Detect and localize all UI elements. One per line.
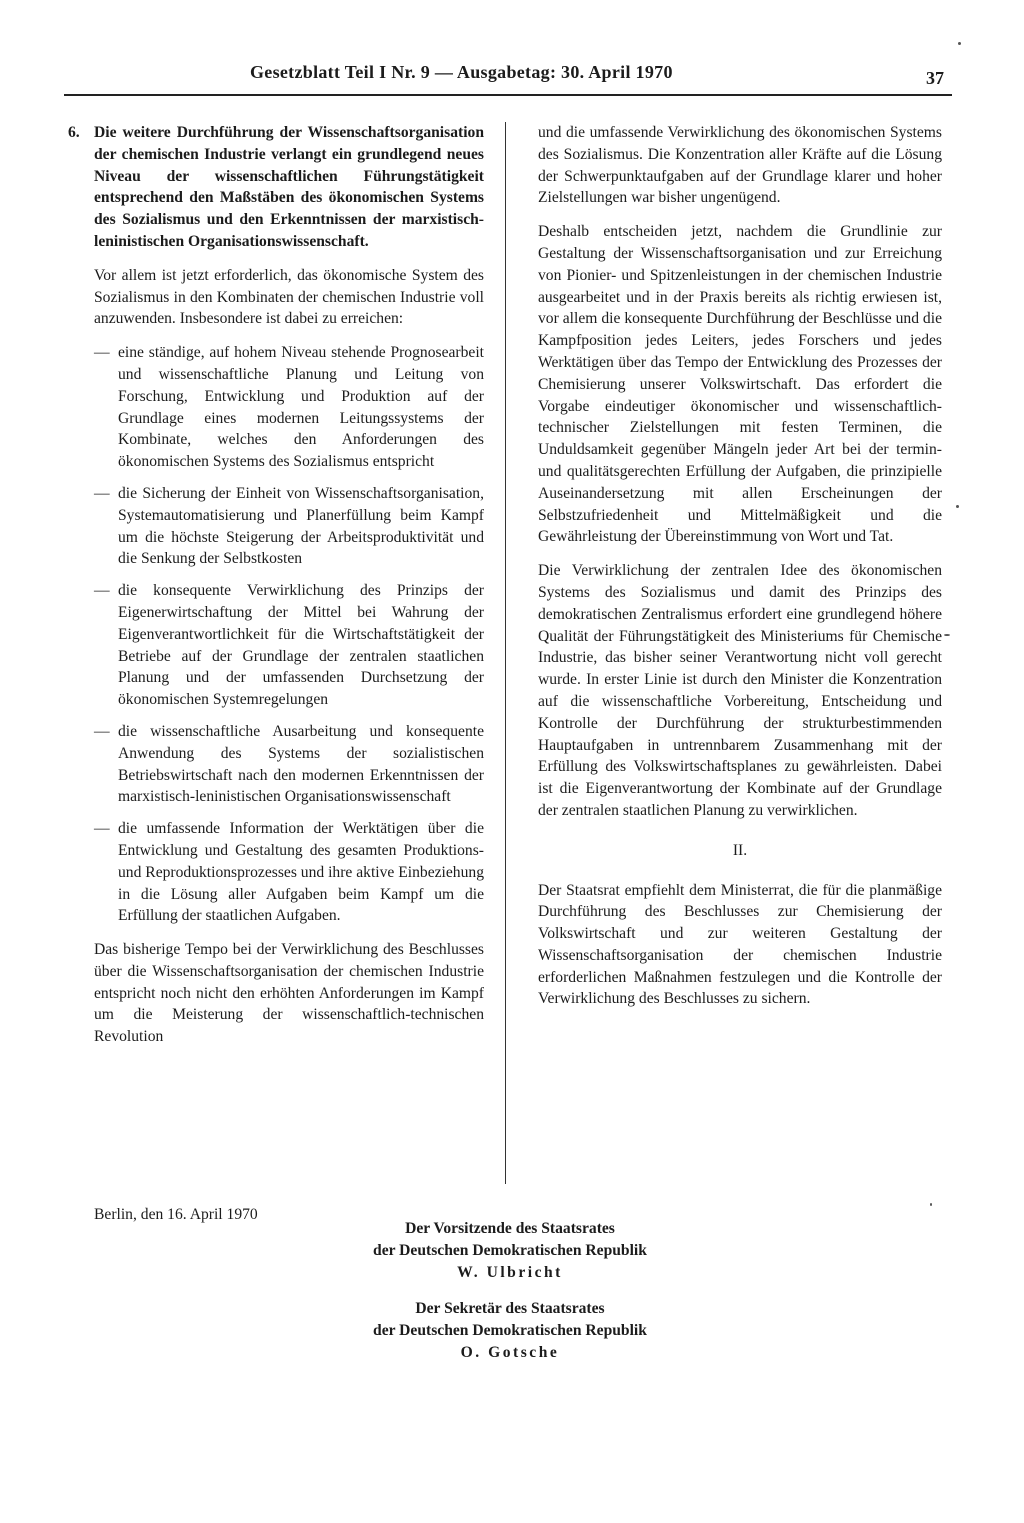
paragraph-deshalb: Deshalb entscheiden jetzt, nachdem die Grundlinie zur Gestaltung der Wissenschaftsorganisation und zur Erreichung von Pionier- und Spitzenleistungen in der chemischen Industrie ausgearbeitet und in der Praxis bereits als richtig erwiesen ist, vor allem die konsequente Durchführung der Beschlüsse und die Kampfposition jedes Leiters, jedes Forschers und jedes Werktätigen über das Tempo der Entwicklung des Prozesses der Chemisierung unserer Volkswirtschaft. Das erfordert die Vorgabe eindeutiger ökonomischer und wissenschaftlich-technischer Zielstellungen mit festen Terminen, die Unduldsamkeit gegenüber Mängeln jeder Art bei der termin- und qualitätsgerechten Erfüllung der Aufgaben, die prinzipielle Auseinandersetzung mit allen Erscheinungen der Selbstzufriedenheit und Mittelmäßigkeit und die Gewährleistung der Übereinstimmung von Wort und Tat. [538,223,942,546]
list-item-text: die wissenschaftliche Ausarbeitung und konsequente Anwendung des Systems der sozialistischen Betriebswirtschaft nach den modernen Erkenntnissen der marxistisch-leninistischen Organisationswissenschaft [118,722,484,806]
list-item [94,342,484,473]
item-number: 6. [68,124,80,141]
dash-marker: — [94,722,110,740]
signatory-secretary [330,1298,690,1364]
signatory-name: O. Gotsche [460,1344,560,1361]
left-column [68,122,484,1060]
paragraph-staatsrat: Der Staatsrat empfiehlt dem Ministerrat, die für die planmäßige Durchführung des Beschlusses zur Chemisierung der Volkswirtschaft und zur weiteren Gestaltung der Wissenschaftsorganisation der chemischen Industrie erforderlichen Maßnahmen festzulegen und die Kontrolle der Verwirklichung des Beschlusses zu sichern. [538,881,942,1008]
signatory-title: Der Sekretär des Staatsrates [415,1300,605,1317]
signatory-title: Der Vorsitzende des Staatsrates [405,1220,615,1237]
dash-marker: — [94,582,110,600]
signatory-title: der Deutschen Demokratischen Republik [373,1322,647,1339]
list-item-text: eine ständige, auf hohem Niveau stehende Prognosearbeit und wissenschaftliche Planung und Leitung von Forschung, Entwicklung und Produktion auf der Grundlage eines modernen Leitungssystems der Kombinate, welches den Anforderungen des ökonomischen Systems des Sozialismus entspricht [118,344,484,471]
section-heading: II. [732,841,748,859]
intro-paragraph: Vor allem ist jetzt erforderlich, das ökonomische System des Sozialismus in den Kombinaten der chemischen Industrie voll anzuwenden. Insbesondere ist dabei zu erreichen: [94,266,484,328]
signatory-chairman [330,1218,690,1284]
scan-speck [930,1203,932,1206]
right-column [538,122,942,1022]
list-item [94,483,484,570]
list-item-text: die Sicherung der Einheit von Wissenschaftsorganisation, Systemautomatisierung und Planerfüllung beim Kampf um die höchste Steigerung der Arbeitsproduktivität und die Senkung der Selbstkosten [118,484,484,568]
list-item-text: die umfassende Information der Werktätigen über die Entwicklung und Gestaltung des gesamten Produktions- und Reproduktionsprozesses und ihre aktive Einbeziehung in die Lösung aller Aufgaben beim Kampf um die Erfüllung der staatlichen Aufgaben. [118,820,484,925]
dash-marker: — [94,820,110,838]
scan-speck [958,42,961,45]
scan-speck [944,634,950,636]
list-item-text: die konsequente Verwirklichung des Prinzips der Eigenerwirtschaftung der Mittel bei Wahrung der Eigenverantwortlichkeit für die Wirtschaftstätigkeit der Betriebe auf der Grundlage der zentralen staatlichen Planung und der umfassenden Durchsetzung der ökonomischen Systemregelungen [118,582,484,709]
column-divider [505,122,506,1184]
header-title: Gesetzblatt Teil I Nr. 9 — Ausgabetag: 30. April 1970 [250,62,673,82]
signatory-title: der Deutschen Demokratischen Republik [373,1242,647,1259]
page-number: 37 [926,68,944,88]
dash-marker: — [94,344,110,362]
date-line: Berlin, den 16. April 1970 [94,1206,258,1223]
page-header [70,62,952,98]
paragraph-verwirklichung: Die Verwirklichung der zentralen Idee des ökonomischen Systems des Sozialismus und damit des Prinzips des demokratischen Zentralismus erfordert eine grundlegend höhere Qualität der Führungstätigkeit des Ministeriums für Chemische Industrie, das bisher seiner Verantwortung nicht voll gerecht wurde. In erster Linie ist durch den Minister die Konzentration auf die wissenschaftliche Vorbereitung, Entscheidung und Kontrolle der Durchführung der strukturbestimmenden Hauptaufgaben in untrennbarem Zusammenhang mit der Erfüllung des Volkswirtschaftsplanes zu gewährleisten. Dabei ist die Eigenverantwortung der Kombinate auf der Grundlage der zentralen staatlichen Planung zu verwirklichen. [538,562,942,819]
signature-block [330,1218,690,1378]
dash-marker: — [94,484,110,502]
numbered-paragraph-6 [68,122,484,253]
list-item [94,580,484,711]
list-item [94,818,484,927]
header-rule [64,94,952,96]
continuation-paragraph: und die umfassende Verwirklichung des ökonomischen Systems des Sozialismus. Die Konzentration aller Kräfte auf die Lösung der Schwerpunktaufgaben auf der Grundlage klarer und hoher Zielstellungen war bisher ungenügend. [538,124,942,207]
scan-speck [956,505,959,508]
bullet-list [94,342,484,927]
list-item [94,721,484,808]
item-text: Die weitere Durchführung der Wissenschaftsorganisation der chemischen Industrie verlangt ein grundlegend neues Niveau der wissenschaftlichen Führungstätigkeit entsprechend den Maßstäben des ökonomischen Systems des Sozialismus und den Erkenntnissen der marxistisch-leninistischen Organisationswissenschaft. [94,124,484,250]
signatory-name: W. Ulbricht [457,1264,563,1281]
closing-paragraph: Das bisherige Tempo bei der Verwirklichung des Beschlusses über die Wissenschaftsorganisation der chemischen Industrie entspricht noch nicht den erhöhten Anforderungen im Kampf um die Meisterung der wissenschaftlich-technischen Revolution [94,941,484,1046]
